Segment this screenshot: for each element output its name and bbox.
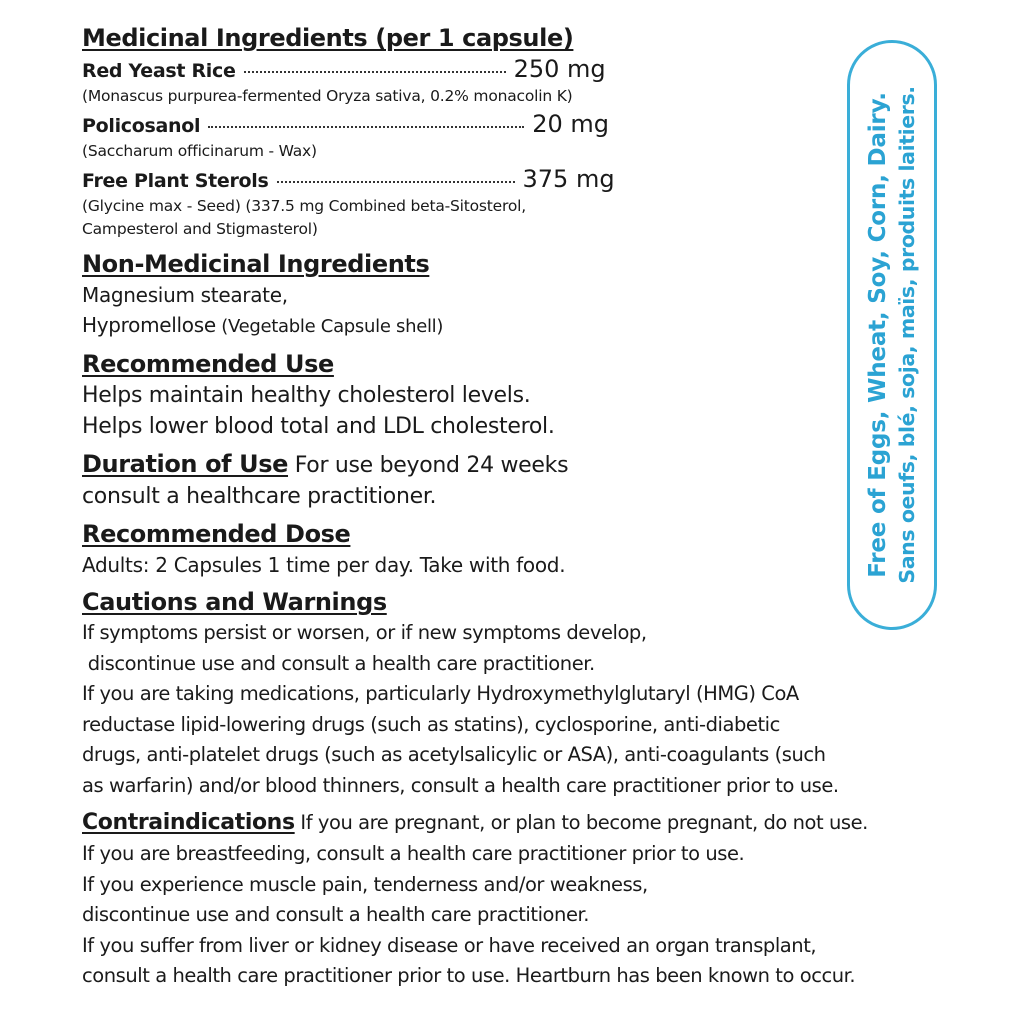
- contraindications-line: discontinue use and consult a health care practitioner.: [82, 903, 590, 926]
- ingredient-amount: 20 mg: [532, 110, 610, 138]
- ingredient-amount: 375 mg: [522, 165, 615, 193]
- cautions-heading: Cautions and Warnings: [82, 588, 387, 616]
- recommended-dose-text: Adults: 2 Capsules 1 time per day. Take with food.: [82, 553, 566, 577]
- ingredient-name: Free Plant Sterols: [82, 170, 269, 192]
- contraindications-heading: Contraindications: [82, 810, 295, 835]
- duration-text: consult a healthcare practitioner.: [82, 484, 437, 509]
- recommended-use-line: Helps maintain healthy cholesterol levels.: [82, 383, 531, 408]
- ingredient-amount: 250 mg: [513, 55, 606, 83]
- recommended-use-section: [82, 348, 942, 442]
- medicinal-ingredients-section: [82, 22, 942, 242]
- cautions-line: drugs, anti-platelet drugs (such as acetylsalicylic or ASA), anti-coagulants (such: [82, 743, 826, 766]
- ingredient-free-plant-sterols: [82, 164, 942, 242]
- cautions-line: discontinue use and consult a health care practitioner.: [82, 651, 595, 675]
- allergen-free-text: [863, 86, 921, 583]
- non-medicinal-item-name: Hypromellose: [82, 313, 216, 337]
- allergen-free-badge: [847, 40, 937, 630]
- cautions-line: as warfarin) and/or blood thinners, consult a health care practitioner prior to use.: [82, 773, 839, 797]
- non-medicinal-item-note: (Vegetable Capsule shell): [215, 316, 444, 337]
- contraindications-section: [82, 807, 942, 992]
- duration-section: [82, 448, 942, 512]
- duration-heading: Duration of Use: [82, 450, 289, 478]
- ingredient-red-yeast-rice: [82, 54, 942, 109]
- leader-dots: [244, 70, 506, 73]
- ingredient-detail: (Monascus purpurea-fermented Oryza sativa, 0.2% monacolin K): [82, 87, 573, 105]
- recommended-dose-section: [82, 518, 942, 580]
- contraindications-line: If you experience muscle pain, tenderness and/or weakness,: [82, 872, 648, 896]
- cautions-section: [82, 586, 942, 801]
- contraindications-line: consult a health care practitioner prior to use. Heartburn has been known to occur.: [82, 964, 856, 987]
- ingredient-name: Policosanol: [82, 115, 201, 137]
- recommended-use-line: Helps lower blood total and LDL cholesterol.: [82, 414, 555, 439]
- supplement-label: [82, 22, 942, 992]
- allergen-free-french: Sans oeufs, blé, soja, maïs, produits laitiers.: [895, 86, 919, 584]
- leader-dots: [277, 180, 515, 183]
- ingredient-policosanol: [82, 109, 942, 164]
- allergen-free-english: Free of Eggs, Wheat, Soy, Corn, Dairy.: [865, 92, 891, 578]
- non-medicinal-item: [82, 310, 942, 342]
- non-medicinal-ingredients-heading: Non-Medicinal Ingredients: [82, 250, 430, 278]
- non-medicinal-ingredients-section: [82, 248, 942, 342]
- cautions-line: If you are taking medications, particularly Hydroxymethylglutaryl (HMG) CoA: [82, 682, 799, 705]
- ingredient-detail: Campesterol and Stigmasterol): [82, 220, 318, 238]
- ingredient-name: Red Yeast Rice: [82, 60, 236, 82]
- leader-dots: [208, 125, 524, 128]
- ingredient-detail: (Glycine max - Seed) (337.5 mg Combined beta-Sitosterol,: [82, 197, 526, 215]
- cautions-line: If symptoms persist or worsen, or if new symptoms develop,: [82, 621, 647, 644]
- contraindications-line: If you are pregnant, or plan to become pregnant, do not use.: [294, 811, 868, 834]
- non-medicinal-item: Magnesium stearate,: [82, 283, 288, 307]
- cautions-line: reductase lipid-lowering drugs (such as statins), cyclosporine, anti-diabetic: [82, 712, 780, 736]
- contraindications-line: If you are breastfeeding, consult a health care practitioner prior to use.: [82, 842, 745, 865]
- contraindications-line: If you suffer from liver or kidney disease or have received an organ transplant,: [82, 933, 817, 957]
- duration-text: For use beyond 24 weeks: [288, 453, 569, 478]
- recommended-use-heading: Recommended Use: [82, 350, 334, 378]
- ingredient-detail: (Saccharum officinarum - Wax): [82, 142, 317, 160]
- recommended-dose-heading: Recommended Dose: [82, 520, 351, 548]
- medicinal-ingredients-heading: Medicinal Ingredients (per 1 capsule): [82, 24, 574, 52]
